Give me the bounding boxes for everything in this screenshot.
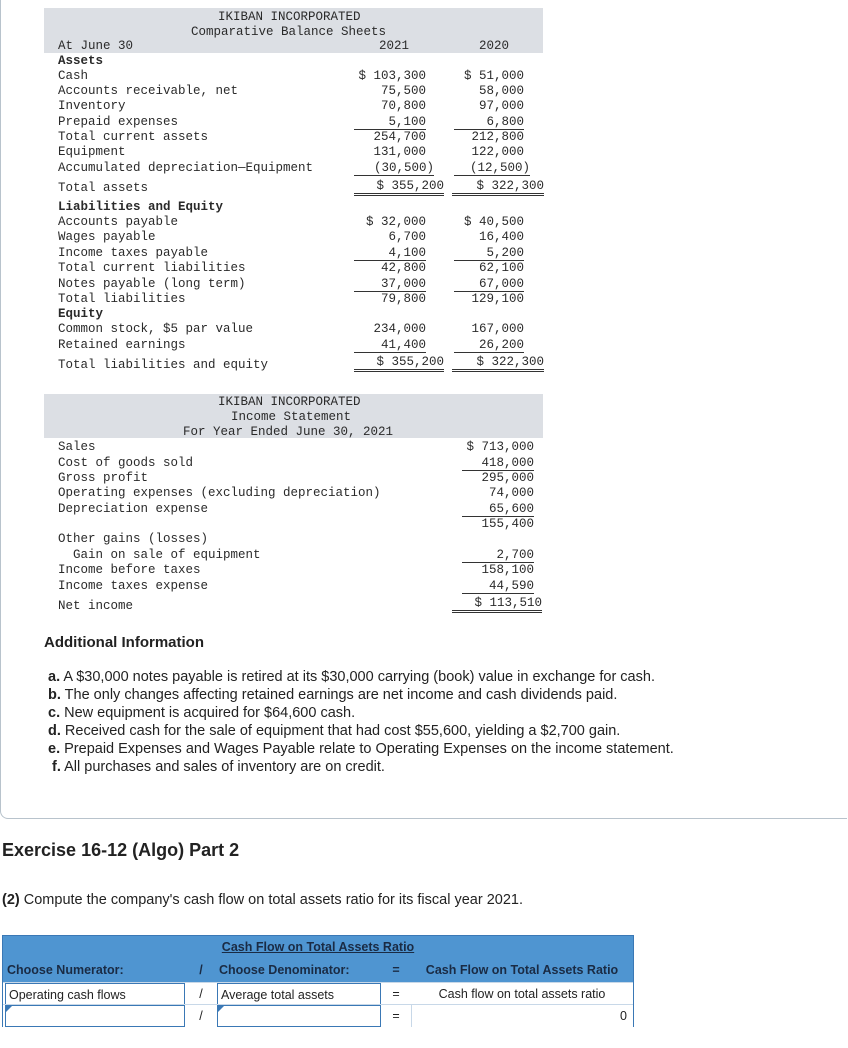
info-letter: e. xyxy=(48,741,61,757)
info-text: All purchases and sales of inventory are on credit. xyxy=(64,759,385,775)
row-label: Total current liabilities xyxy=(58,261,246,275)
is-period: For Year Ended June 30, 2021 xyxy=(183,425,394,439)
question-number: (2) xyxy=(2,892,20,908)
bs-title: Comparative Balance Sheets xyxy=(191,25,387,39)
table-row xyxy=(3,982,633,1005)
value-2021: 42,800 xyxy=(380,261,426,275)
value-2020: 67,000 xyxy=(454,277,524,292)
value-2020: 122,000 xyxy=(471,145,524,159)
value-2021: 79,800 xyxy=(380,292,426,306)
value-2021: (30,500) xyxy=(354,161,434,176)
row-label: Retained earnings xyxy=(58,338,186,352)
header-result: Cash Flow on Total Assets Ratio xyxy=(425,963,619,977)
equals-sign: = xyxy=(392,1009,400,1023)
info-item xyxy=(48,704,674,722)
row-value: 44,590 xyxy=(462,579,534,594)
value-2021: $ 103,300 xyxy=(358,69,426,83)
row-value: 418,000 xyxy=(462,456,534,471)
info-text: A $30,000 notes payable is retired at its $30,000 carrying (book) value in exchange for cash. xyxy=(63,669,655,685)
value-2021: 5,100 xyxy=(354,115,426,130)
header-denominator: Choose Denominator: xyxy=(219,963,350,977)
value-2020: $ 40,500 xyxy=(463,215,524,229)
value-2021: 234,000 xyxy=(373,322,426,336)
value-2020: $ 322,300 xyxy=(452,179,544,196)
info-item xyxy=(48,740,674,758)
dropdown-marker-icon xyxy=(6,1006,12,1012)
table-row xyxy=(3,1004,633,1027)
value-2021: 254,700 xyxy=(373,130,426,144)
value-2021: 6,700 xyxy=(388,230,426,244)
liabilities-heading: Liabilities and Equity xyxy=(58,200,224,214)
info-letter: a. xyxy=(48,669,61,685)
additional-info-title: Additional Information xyxy=(44,634,204,651)
row-label: Inventory xyxy=(58,99,126,113)
info-letter: f. xyxy=(52,759,61,775)
value-2021: 70,800 xyxy=(380,99,426,113)
result-label: Cash flow on total assets ratio xyxy=(438,987,606,1001)
row-label: Accumulated depreciation—Equipment xyxy=(58,161,314,175)
row-value: $ 713,000 xyxy=(466,440,534,454)
divide-sign: / xyxy=(199,1009,203,1023)
row-label: Sales xyxy=(58,440,96,454)
result-value: 0 xyxy=(411,1005,631,1027)
value-2020: 62,100 xyxy=(478,261,524,275)
row-label: Cost of goods sold xyxy=(58,456,194,470)
header-numerator: Choose Numerator: xyxy=(7,963,124,977)
table-caption-row xyxy=(3,936,633,958)
row-value: 295,000 xyxy=(481,471,534,485)
value-2020: $ 322,300 xyxy=(452,355,544,372)
bs-col-2021: 2021 xyxy=(379,39,410,53)
row-label: Total current assets xyxy=(58,130,209,144)
bs-date-label: At June 30 xyxy=(58,39,134,53)
row-label: Other gains (losses) xyxy=(58,532,209,546)
row-label: Common stock, $5 par value xyxy=(58,322,254,336)
ratio-answer-table xyxy=(2,935,634,1027)
value-2020: 6,800 xyxy=(454,115,524,130)
row-label: Total assets xyxy=(58,181,149,195)
denominator-value-input[interactable] xyxy=(217,1005,381,1027)
info-letter: d. xyxy=(48,723,61,739)
info-text: New equipment is acquired for $64,600 cash. xyxy=(64,705,356,721)
bs-col-2020: 2020 xyxy=(479,39,510,53)
equity-heading: Equity xyxy=(58,307,104,321)
table-caption: Cash Flow on Total Assets Ratio xyxy=(221,940,415,954)
row-label: Gross profit xyxy=(58,471,149,485)
table-header-row xyxy=(3,958,633,982)
numerator-value-input[interactable] xyxy=(5,1005,185,1027)
divide-sign: / xyxy=(199,987,203,1001)
value-2020: (12,500) xyxy=(454,161,530,176)
dropdown-marker-icon xyxy=(218,1006,224,1012)
value-2020: 212,800 xyxy=(471,130,524,144)
value-2020: 58,000 xyxy=(478,84,524,98)
row-label: Income taxes payable xyxy=(58,246,209,260)
info-item xyxy=(48,686,674,704)
assets-heading: Assets xyxy=(58,54,104,68)
exercise-title: Exercise 16-12 (Algo) Part 2 xyxy=(2,840,240,860)
value-2021: $ 355,200 xyxy=(354,179,444,196)
value-2021: $ 355,200 xyxy=(354,355,444,372)
row-label: Income before taxes xyxy=(58,563,201,577)
row-label: Wages payable xyxy=(58,230,156,244)
row-value: 65,600 xyxy=(462,502,534,517)
info-text: Prepaid Expenses and Wages Payable relate to Operating Expenses on the income statement. xyxy=(64,741,674,757)
value-2020: $ 51,000 xyxy=(463,69,524,83)
value-2021: 131,000 xyxy=(373,145,426,159)
row-label: Income taxes expense xyxy=(58,579,209,593)
value-2020: 16,400 xyxy=(478,230,524,244)
info-text: The only changes affecting retained earnings are net income and cash dividends paid. xyxy=(64,687,618,703)
info-item xyxy=(48,668,674,686)
value-2021: $ 32,000 xyxy=(365,215,426,229)
row-value: 155,400 xyxy=(481,517,534,531)
row-label: Accounts receivable, net xyxy=(58,84,239,98)
value-2020: 97,000 xyxy=(478,99,524,113)
header-equals-sign: = xyxy=(392,963,400,977)
value-2020: 129,100 xyxy=(471,292,524,306)
value-2021: 41,400 xyxy=(354,338,426,353)
header-divide-sign: / xyxy=(199,963,203,977)
is-company-name: IKIBAN INCORPORATED xyxy=(218,395,361,409)
value-2021: 4,100 xyxy=(354,246,426,261)
row-label: Notes payable (long term) xyxy=(58,277,246,291)
row-value: 2,700 xyxy=(462,548,534,563)
info-item xyxy=(48,758,674,776)
row-label: Depreciation expense xyxy=(58,502,209,516)
row-label: Accounts payable xyxy=(58,215,179,229)
value-2020: 5,200 xyxy=(454,246,524,261)
row-label: Prepaid expenses xyxy=(58,115,179,129)
value-2021: 37,000 xyxy=(354,277,426,292)
value-2021: 75,500 xyxy=(380,84,426,98)
row-value: 158,100 xyxy=(481,563,534,577)
info-letter: c. xyxy=(48,705,61,721)
is-title: Income Statement xyxy=(231,410,352,424)
numerator-select[interactable]: Operating cash flows xyxy=(5,983,185,1005)
info-item xyxy=(48,722,674,740)
info-letter: b. xyxy=(48,687,61,703)
row-value: 74,000 xyxy=(488,486,534,500)
row-label: Total liabilities xyxy=(58,292,186,306)
denominator-select[interactable]: Average total assets xyxy=(217,983,381,1005)
row-label: Equipment xyxy=(58,145,126,159)
value-2020: 26,200 xyxy=(454,338,524,353)
question-body: Compute the company's cash flow on total assets ratio for its fiscal year 2021. xyxy=(19,892,523,908)
row-label: Net income xyxy=(58,599,134,613)
row-label: Cash xyxy=(58,69,89,83)
equals-sign: = xyxy=(392,987,400,1001)
additional-info-list xyxy=(48,668,674,776)
info-text: Received cash for the sale of equipment that had cost $55,600, yielding a $2,700 gain. xyxy=(64,723,621,739)
bs-company-name: IKIBAN INCORPORATED xyxy=(218,10,361,24)
row-label: Operating expenses (excluding depreciation) xyxy=(58,486,381,500)
value-2020: 167,000 xyxy=(471,322,524,336)
row-label: Gain on sale of equipment xyxy=(58,548,261,562)
row-label: Total liabilities and equity xyxy=(58,358,269,372)
row-value: $ 113,510 xyxy=(452,596,542,613)
question-text xyxy=(2,892,523,908)
